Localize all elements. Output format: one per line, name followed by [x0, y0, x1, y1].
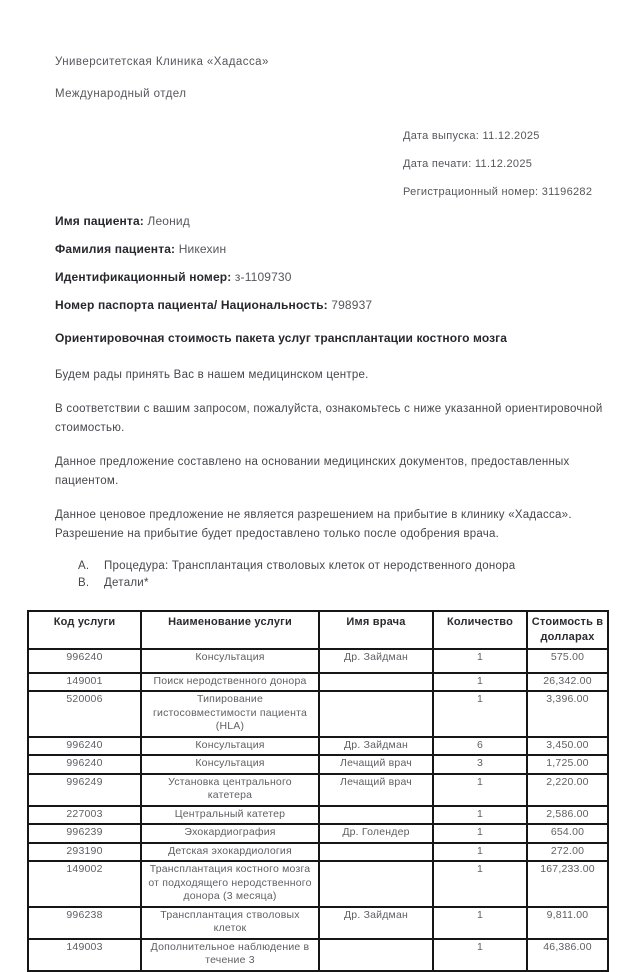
- table-row: [28, 673, 608, 692]
- cell-service-name: Эхокардиография: [141, 824, 319, 843]
- cell-service-code: 149003: [28, 939, 141, 971]
- cell-cost-usd: 654.00: [527, 824, 608, 843]
- table-row: [28, 861, 608, 907]
- cell-service-name: Консультация: [141, 755, 319, 774]
- cell-quantity: 1: [433, 691, 527, 737]
- cell-service-code: 996240: [28, 755, 141, 774]
- cell-doctor-name: Др. Голендер: [319, 824, 433, 843]
- col-header-cost-usd: Стоимость в долларах: [527, 611, 608, 649]
- col-header-service-name: Наименование услуги: [141, 611, 319, 649]
- cell-doctor-name: [319, 843, 433, 862]
- cell-service-code: 996249: [28, 774, 141, 806]
- table-row: [28, 939, 608, 971]
- cell-cost-usd: 26,342.00: [527, 673, 608, 692]
- cell-service-code: 996239: [28, 824, 141, 843]
- procedure-list: [55, 558, 607, 593]
- cell-doctor-name: Лечащий врач: [319, 774, 433, 806]
- table-row: [28, 824, 608, 843]
- patient-id-number-label: Идентификационный номер:: [55, 270, 232, 284]
- registration-number: Регистрационный номер: 31196282: [403, 186, 593, 198]
- patient-first-name-value: Леонид: [147, 214, 190, 228]
- cell-service-name: Центральный катетер: [141, 806, 319, 825]
- clinic-name: Университетская Клиника «Хадасса»: [55, 56, 269, 68]
- cell-quantity: 1: [433, 843, 527, 862]
- cell-service-code: 996240: [28, 649, 141, 673]
- header-row: [28, 611, 608, 649]
- issue-date: Дата выпуска: 11.12.2025: [403, 130, 540, 142]
- cell-service-code: 293190: [28, 843, 141, 862]
- patient-id-number: [55, 270, 607, 284]
- paragraph-disclaimer: Данное ценовое предложение не является разрешением на прибытие в клинику «Хадасса». Разрешение на прибытие будет предоставлено только после одобрения врача.: [55, 508, 572, 540]
- cell-cost-usd: 9,811.00: [527, 907, 608, 939]
- document-title: Ориентировочная стоимость пакета услуг трансплантации костного мозга: [55, 331, 508, 345]
- table-row: [28, 907, 608, 939]
- cell-service-code: 996238: [28, 907, 141, 939]
- paragraph-basis: Данное предложение составлено на основании медицинских документов, предоставленных пациентом.: [55, 455, 570, 487]
- cell-doctor-name: Др. Зайдман: [319, 907, 433, 939]
- list-marker-a: A.: [78, 559, 90, 572]
- cell-doctor-name: Лечащий врач: [319, 755, 433, 774]
- cell-doctor-name: [319, 691, 433, 737]
- cell-service-code: 149001: [28, 673, 141, 692]
- cell-quantity: 1: [433, 824, 527, 843]
- print-date: Дата печати: 11.12.2025: [403, 158, 533, 170]
- paragraph-request: В соответствии с вашим запросом, пожалуйста, ознакомьтесь с ниже указанной ориентировочной стоимостью.: [55, 402, 603, 434]
- cell-quantity: 3: [433, 755, 527, 774]
- cell-cost-usd: 2,220.00: [527, 774, 608, 806]
- cell-quantity: 1: [433, 907, 527, 939]
- patient-last-name: [55, 242, 607, 256]
- list-marker-b: B.: [78, 577, 90, 589]
- cell-cost-usd: 3,450.00: [527, 737, 608, 756]
- cell-service-code: 149002: [28, 861, 141, 907]
- cell-service-code: 520006: [28, 691, 141, 737]
- patient-info: [55, 214, 607, 312]
- table-row: [28, 737, 608, 756]
- cell-quantity: 1: [433, 861, 527, 907]
- paragraph-welcome: Будем рады принять Вас в нашем медицинском центре.: [55, 369, 369, 381]
- cell-doctor-name: Др. Зайдман: [319, 649, 433, 673]
- services-table-body: [28, 649, 608, 971]
- cell-service-name: Типирование гистосовместимости пациента (HLA): [141, 691, 319, 737]
- cell-doctor-name: [319, 806, 433, 825]
- col-header-doctor-name: Имя врача: [319, 611, 433, 649]
- department-name: Международный отдел: [55, 88, 187, 100]
- cell-cost-usd: 167,233.00: [527, 861, 608, 907]
- cell-doctor-name: [319, 861, 433, 907]
- table-row: [28, 755, 608, 774]
- table-row: [28, 774, 608, 806]
- cell-service-name: Установка центрального катетера: [141, 774, 319, 806]
- cell-cost-usd: 46,386.00: [527, 939, 608, 971]
- list-item-details-text: Детали*: [104, 577, 149, 589]
- cell-service-name: Консультация: [141, 737, 319, 756]
- cell-doctor-name: [319, 939, 433, 971]
- patient-last-name-label: Фамилия пациента:: [55, 242, 176, 256]
- cell-quantity: 1: [433, 673, 527, 692]
- list-item-details: [55, 575, 607, 593]
- table-row: [28, 843, 608, 862]
- cell-service-name: Трансплантация стволовых клеток: [141, 907, 319, 939]
- cell-service-name: Консультация: [141, 649, 319, 673]
- patient-passport-nationality-value: 798937: [331, 298, 373, 312]
- table-row: [28, 649, 608, 673]
- services-table: [27, 610, 609, 972]
- patient-passport-nationality-label: Номер паспорта пациента/ Национальность:: [55, 298, 328, 312]
- patient-passport-nationality: [55, 298, 607, 312]
- patient-id-number-value: з-1109730: [234, 270, 292, 284]
- cell-service-code: 996240: [28, 737, 141, 756]
- patient-last-name-value: Никехин: [178, 242, 227, 256]
- cell-quantity: 6: [433, 737, 527, 756]
- cell-cost-usd: 272.00: [527, 843, 608, 862]
- cell-service-name: Поиск неродственного донора: [141, 673, 319, 692]
- patient-first-name-label: Имя пациента:: [55, 214, 144, 228]
- cell-quantity: 1: [433, 806, 527, 825]
- cell-service-name: Дополнительное наблюдение в течение 3: [141, 939, 319, 971]
- cell-service-code: 227003: [28, 806, 141, 825]
- col-header-service-code: Код услуги: [28, 611, 141, 649]
- cell-doctor-name: [319, 673, 433, 692]
- patient-first-name: [55, 214, 607, 228]
- cell-service-name: Детская эхокардиология: [141, 843, 319, 862]
- list-item-procedure: [55, 558, 607, 576]
- cell-service-name: Трансплантация костного мозга от подходящего неродственного донора (3 месяца): [141, 861, 319, 907]
- cell-quantity: 1: [433, 939, 527, 971]
- cell-quantity: 1: [433, 649, 527, 673]
- cell-doctor-name: Др. Зайдман: [319, 737, 433, 756]
- cell-cost-usd: 1,725.00: [527, 755, 608, 774]
- cell-quantity: 1: [433, 774, 527, 806]
- col-header-quantity: Количество: [433, 611, 527, 649]
- table-row: [28, 806, 608, 825]
- services-table-header: [28, 611, 608, 649]
- document-meta: [403, 130, 607, 198]
- cell-cost-usd: 2,586.00: [527, 806, 608, 825]
- cell-cost-usd: 575.00: [527, 649, 608, 673]
- list-item-procedure-text: Процедура: Трансплантация стволовых клеток от неродственного донора: [104, 559, 516, 572]
- cell-cost-usd: 3,396.00: [527, 691, 608, 737]
- table-row: [28, 691, 608, 737]
